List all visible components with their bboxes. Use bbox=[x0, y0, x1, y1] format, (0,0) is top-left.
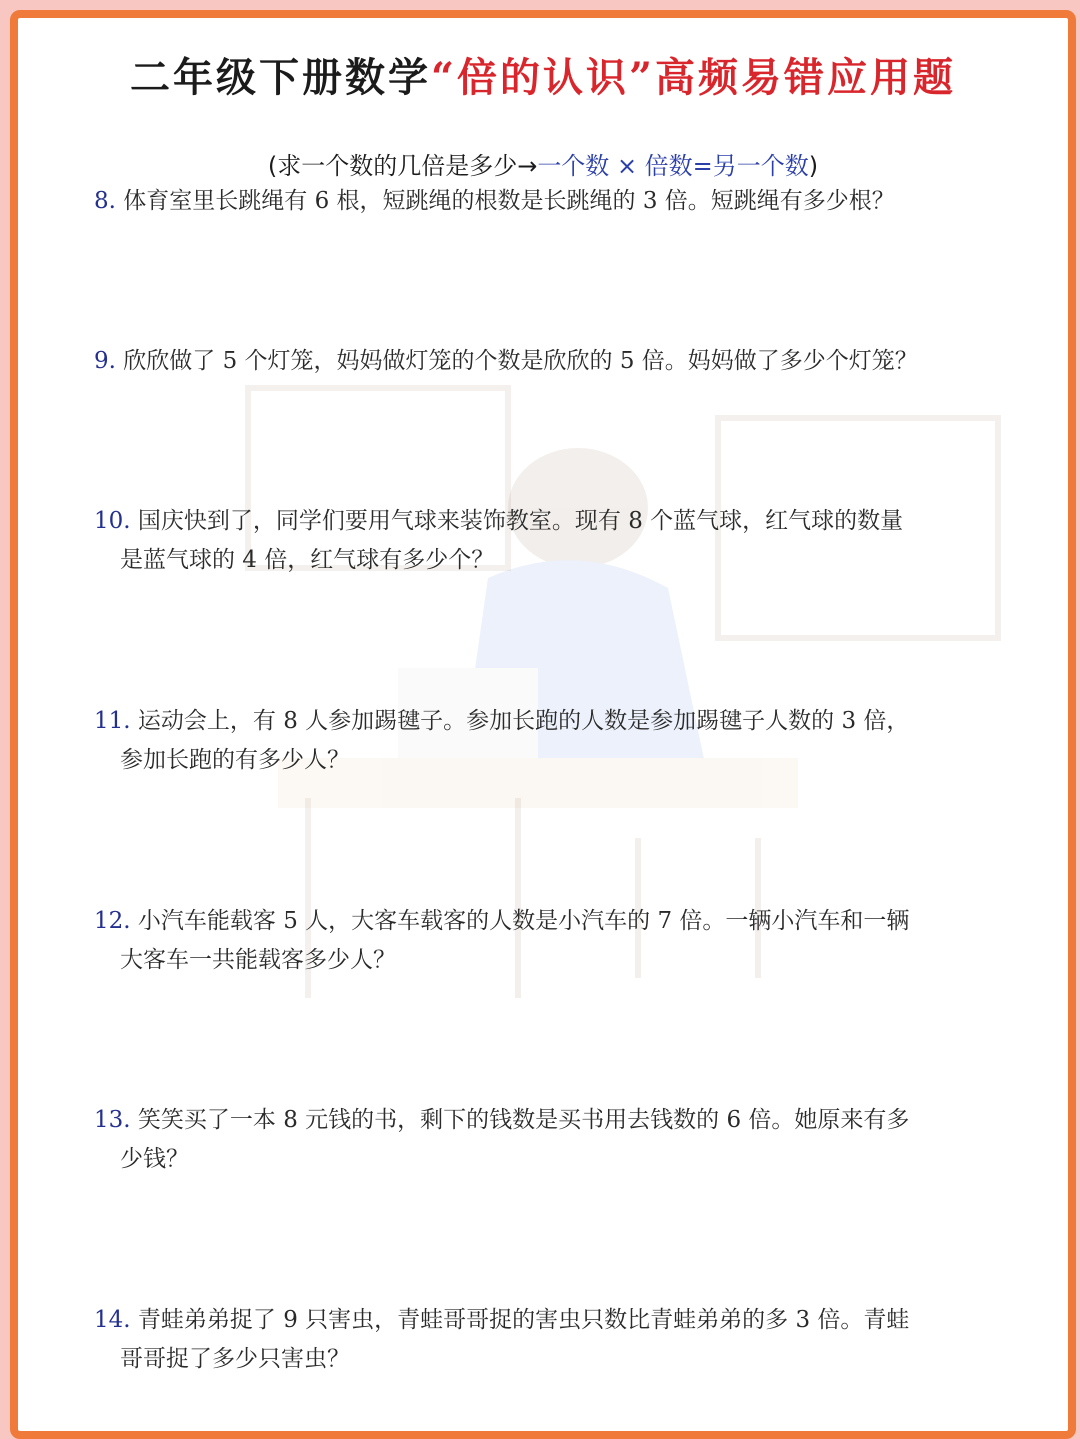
question-11 bbox=[94, 702, 994, 780]
formula-hint-close: ) bbox=[808, 152, 819, 180]
question-text: 体育室里长跳绳有 6 根，短跳绳的根数是长跳绳的 3 倍。短跳绳有多少根？ bbox=[123, 188, 895, 214]
title-part-type: 高频易错应用题 bbox=[655, 54, 956, 101]
question-text-continued: 参加长跑的有多少人？ bbox=[120, 747, 350, 773]
question-text: 国庆快到了，同学们要用气球来装饰教室。现有 8 个蓝气球，红气球的数量 bbox=[137, 508, 904, 534]
worksheet-page bbox=[10, 10, 1076, 1439]
formula-hint bbox=[18, 146, 1068, 181]
formula-hint-formula: 一个数 × 倍数=另一个数 bbox=[537, 152, 809, 180]
formula-hint-open: (求一个数的几倍是多少→ bbox=[267, 152, 538, 180]
question-text: 运动会上，有 8 人参加踢毽子。参加长跑的人数是参加踢毽子人数的 3 倍， bbox=[137, 708, 910, 734]
question-number: 9. bbox=[94, 348, 116, 374]
question-text: 欣欣做了 5 个灯笼，妈妈做灯笼的个数是欣欣的 5 倍。妈妈做了多少个灯笼？ bbox=[123, 348, 918, 374]
question-9 bbox=[94, 342, 994, 381]
question-text-continued: 少钱？ bbox=[120, 1146, 189, 1172]
question-8 bbox=[94, 182, 994, 221]
question-number: 13. bbox=[94, 1107, 131, 1133]
question-14 bbox=[94, 1301, 994, 1379]
title-part-grade: 二年级下册数学 bbox=[129, 54, 431, 101]
question-text-continued: 是蓝气球的 4 倍，红气球有多少个？ bbox=[120, 547, 495, 573]
question-text-continued: 大客车一共能载客多少人？ bbox=[120, 947, 396, 973]
question-text-continued: 哥哥捉了多少只害虫？ bbox=[120, 1346, 350, 1372]
question-12 bbox=[94, 902, 994, 980]
question-10 bbox=[94, 502, 994, 580]
question-13 bbox=[94, 1101, 994, 1179]
title-part-topic: “倍的认识” bbox=[430, 54, 655, 101]
question-number: 12. bbox=[94, 908, 131, 934]
question-number: 8. bbox=[94, 188, 116, 214]
question-number: 10. bbox=[94, 508, 131, 534]
question-text: 小汽车能载客 5 人，大客车载客的人数是小汽车的 7 倍。一辆小汽车和一辆 bbox=[137, 908, 910, 934]
question-text: 青蛙弟弟捉了 9 只害虫，青蛙哥哥捉的害虫只数比青蛙弟弟的多 3 倍。青蛙 bbox=[137, 1307, 910, 1333]
question-text: 笑笑买了一本 8 元钱的书，剩下的钱数是买书用去钱数的 6 倍。她原来有多 bbox=[137, 1107, 910, 1133]
question-number: 14. bbox=[94, 1307, 131, 1333]
question-number: 11. bbox=[94, 708, 131, 734]
page-title bbox=[18, 46, 1068, 103]
